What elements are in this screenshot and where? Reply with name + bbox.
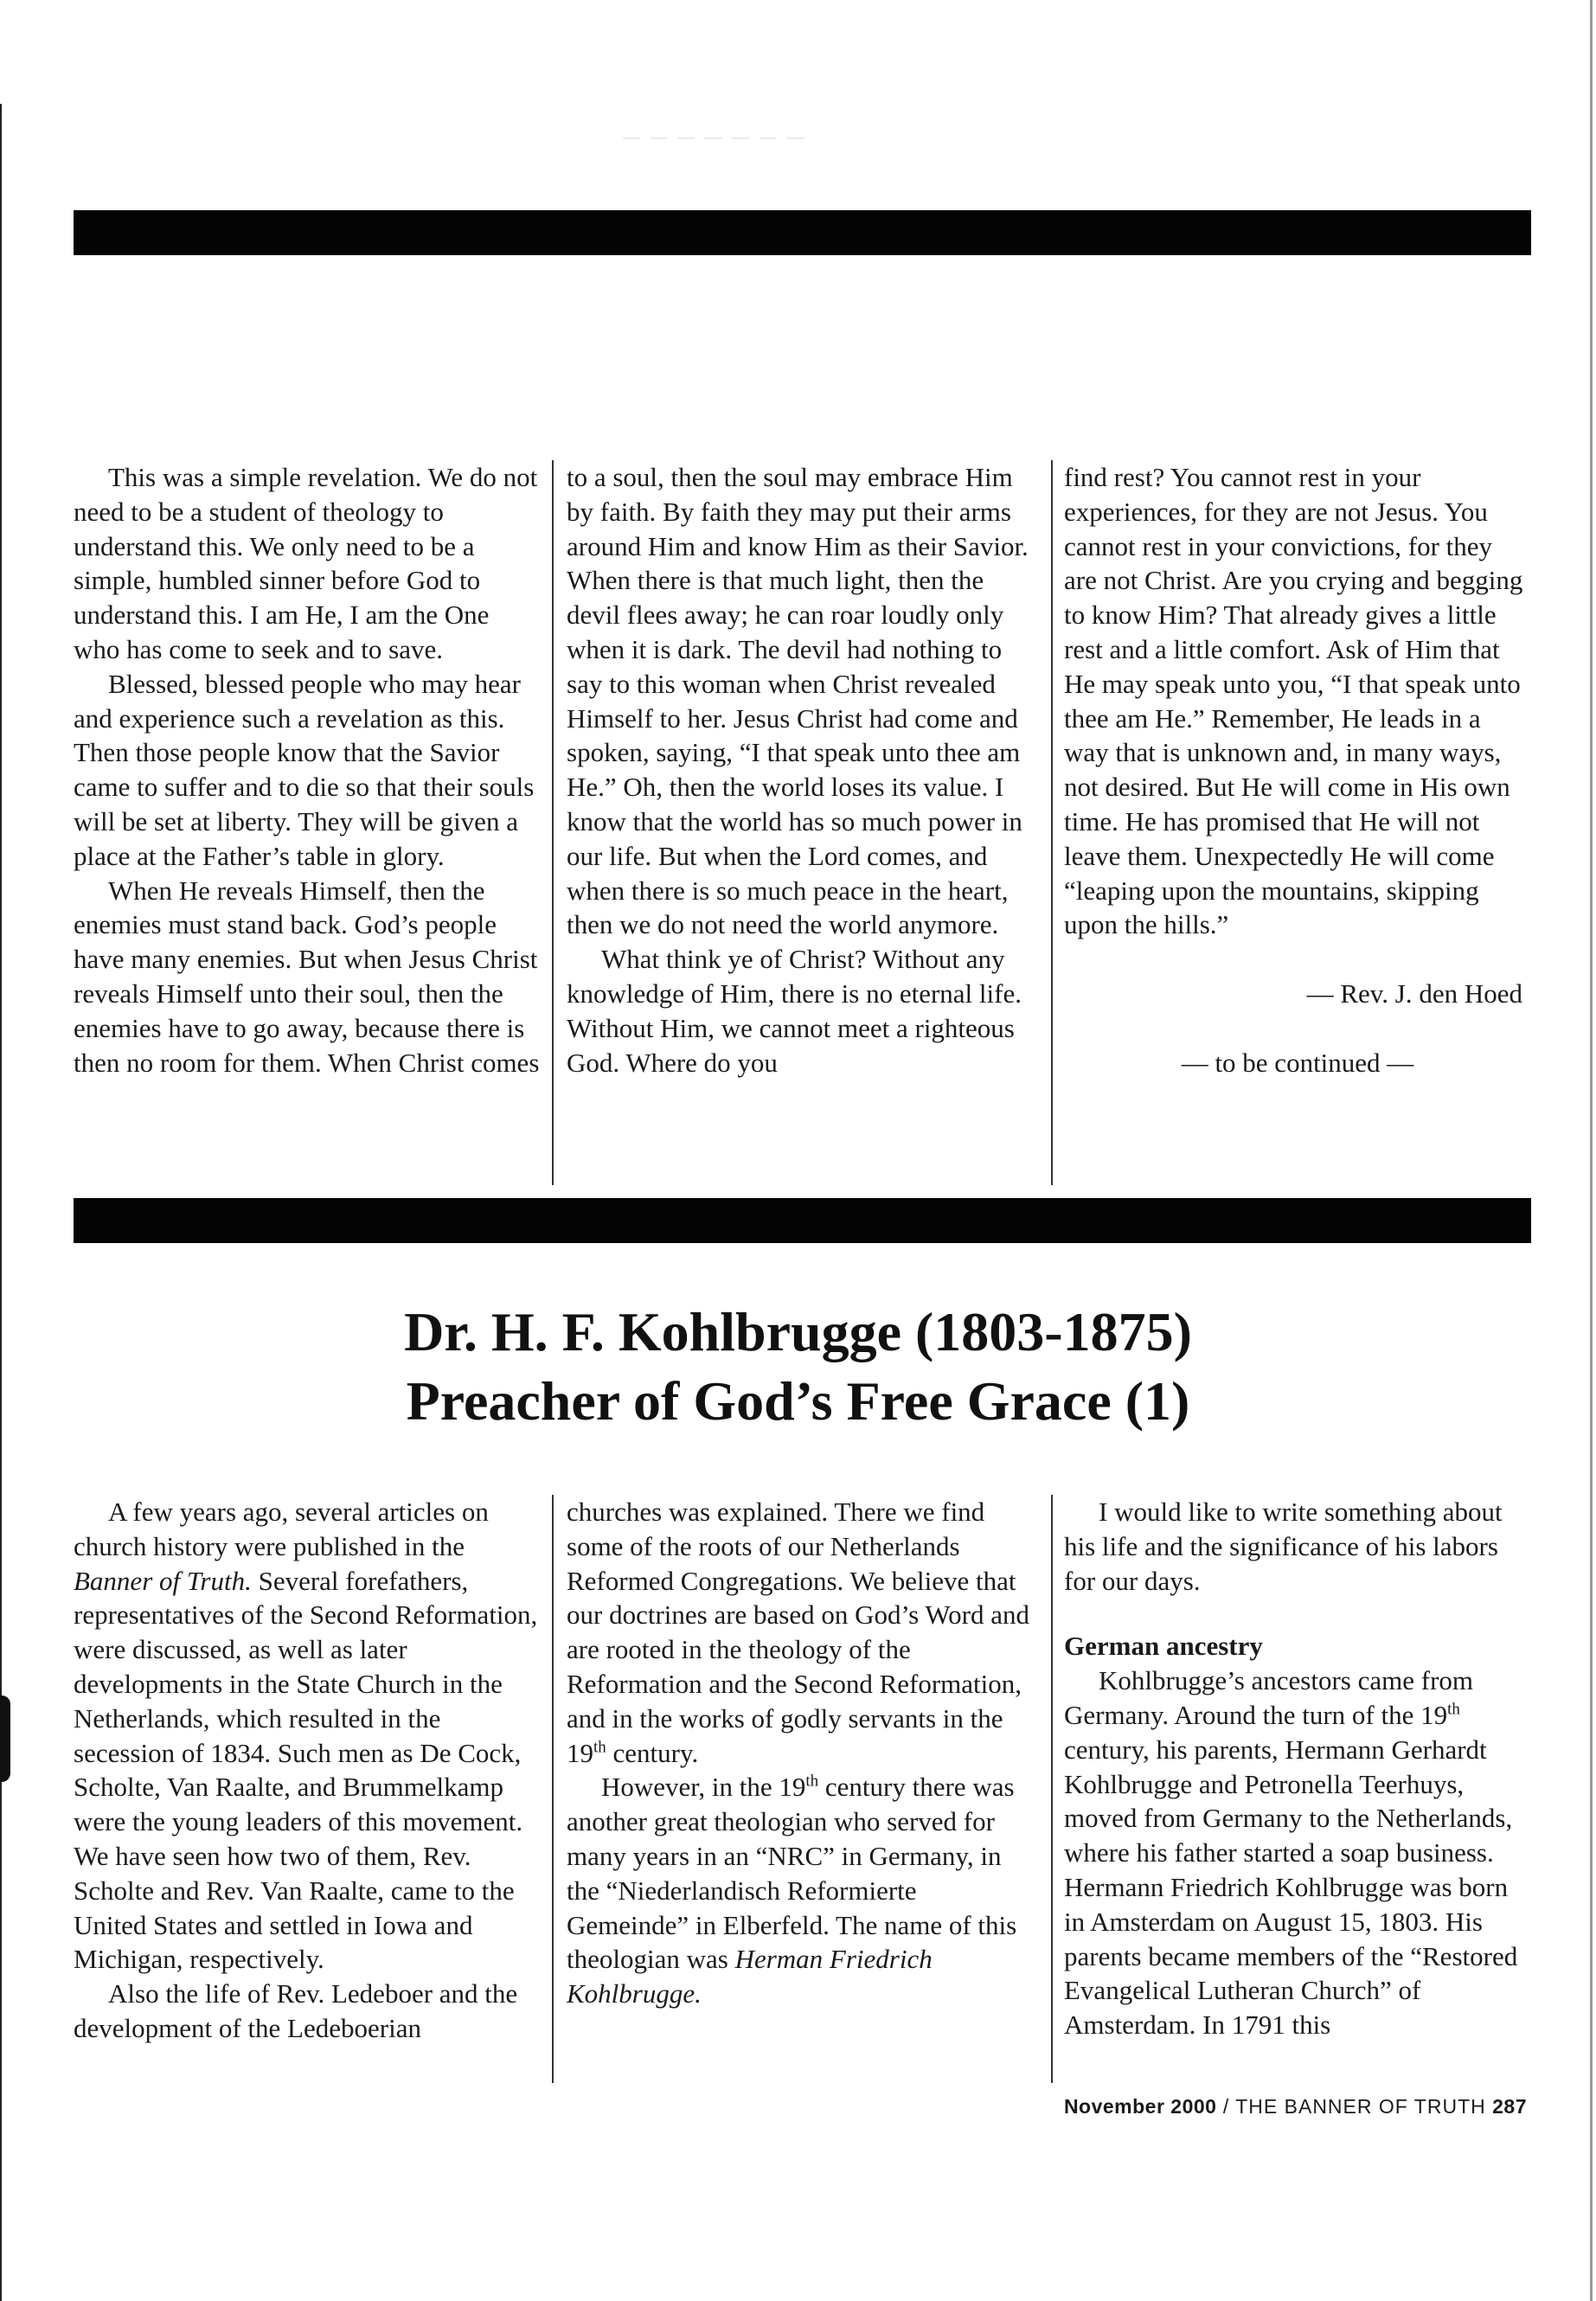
footer-magazine: THE BANNER OF TRUTH [1235,2095,1486,2118]
binding-mark [0,1695,10,1782]
paragraph: A few years ago, several articles on church history were published in the Banner of Truth. Several forefathers, representatives of the Second Reformation, were discussed, as well as later developments in the State Church in the Netherlands, which resulted in the secession of 1834. Such men as De Cock, Scholte, Van Raalte, and Brummelkamp were the young leaders of this movement. We have seen how two of them, Rev. Scholte and Rev. Van Raalte, came to the United States and settled in Iowa and Michigan, respectively. [74,1497,538,1975]
column-rule [1051,1495,1053,2083]
paragraph: I would like to write something about his life and the significance of his labors for our days. [1064,1497,1503,1596]
article2-column-2 [567,1495,1034,2011]
paragraph: When He reveals Himself, then the enemies must stand back. God’s people have many enemies. But when Jesus Christ reveals Himself unto their soul, then the enemies have to go away, because there is then no room for them. When Christ comes [74,875,540,1078]
page-number: 287 [1492,2095,1527,2118]
column-rule [552,1495,554,2083]
paragraph: to a soul, then the soul may embrace Him by faith. By faith they may put their arms around Him and know Him as their Savior. When there is that much light, then the devil flees away; he can roar loudly only when it is dark. The devil had nothing to say to this woman when Christ revealed Himself to her. Jesus Christ had come and spoken, saying, “I that speak unto thee am He.” Oh, then the world loses its value. I know that the world has so much power in our life. But when the Lord comes, and when there is so much peace in the heart, then we do not need the world anymore. [567,462,1029,940]
article1-column-1 [74,460,541,1080]
paragraph: What think ye of Christ? Without any knowledge of Him, there is no eternal life. Without Him, we cannot meet a righteous God. Where do you [567,944,1022,1078]
section-heading: German ancestry [1064,1631,1263,1662]
footer-date: November 2000 [1063,2095,1217,2118]
middle-black-bar [74,1198,1531,1243]
faint-header: — — — — — — — [623,128,807,147]
theologian-name: Herman Friedrich Kohlbrugge. [567,1944,933,2009]
paragraph: Also the life of Rev. Ledeboer and the development of the Ledeboerian [74,1978,518,2043]
paragraph: Blessed, blessed people who may hear and experience such a revelation as this. Then those people know that the Savior came to suffer and to die so that their souls will be set at liberty. They will be given a place at the Father’s table in glory. [74,668,535,871]
paragraph: This was a simple revelation. We do not need to be a student of theology to understand this. We only need to be a simple, humbled sinner before God to understand this. I am He, I am the One who has come to seek and to save. [74,462,538,664]
title-line-1: Dr. H. F. Kohlbrugge (1803-1875) [404,1301,1192,1362]
paragraph: churches was explained. There we find some of the roots of our Netherlands Reformed Congregations. We believe that our doctrines are based on God’s Word and are rooted in the theology of the Reformation and the Second Reformation, and in the works of godly servants in the 19th century. [567,1497,1029,1768]
article1-column-2 [567,460,1034,1080]
publication-name: Banner of Truth. [74,1565,252,1596]
paragraph: However, in the 19th century there was another great theologian who served for many years in an “NRC” in Germany, in the “Niederlandisch Reformierte Gemeinde” in Elberfeld. The name of this theologian was Herman Friedrich Kohlbrugge. [567,1772,1017,2009]
page-footer [1064,2095,1527,2118]
author-signature: — Rev. J. den Hoed [1306,978,1522,1009]
article2-column-1 [74,1495,541,2046]
article2-column-3 [1064,1495,1531,2042]
page-edge-left [0,104,2,2301]
title-line-2: Preacher of God’s Free Grace (1) [406,1370,1190,1432]
continued-note: — to be continued — [1181,1047,1414,1078]
top-black-bar [74,210,1531,255]
column-rule [1051,460,1053,1185]
column-rule [552,460,554,1185]
article-title [0,1298,1596,1436]
paragraph: Kohlbrugge’s ancestors came from Germany. Around the turn of the 19th century, his parents, Hermann Gerhardt Kohlbrugge and Petronella Teerhuys, moved from Germany to the Netherlands, where his father started a soap business. Hermann Friedrich Kohlbrugge was born in Amsterdam on August 15, 1803. His parents became members of the “Restored Evangelical Lutheran Church” of Amsterdam. In 1791 this [1064,1665,1518,2041]
page-edge-right [1590,0,1593,2301]
article1-column-3 [1064,460,1531,1080]
footer-separator: / [1216,2095,1236,2118]
paragraph: find rest? You cannot rest in your experiences, for they are not Jesus. You cannot rest in your convictions, for they are not Christ. Are you crying and begging to know Him? That already gives a little rest and a little comfort. Ask of Him that He may speak unto you, “I that speak unto thee am He.” Remember, He leads in a way that is unknown and, in many ways, not desired. But He will come in His own time. He has promised that He will not leave them. Unexpectedly He will come “leaping upon the mountains, skipping upon the hills.” [1064,462,1523,940]
